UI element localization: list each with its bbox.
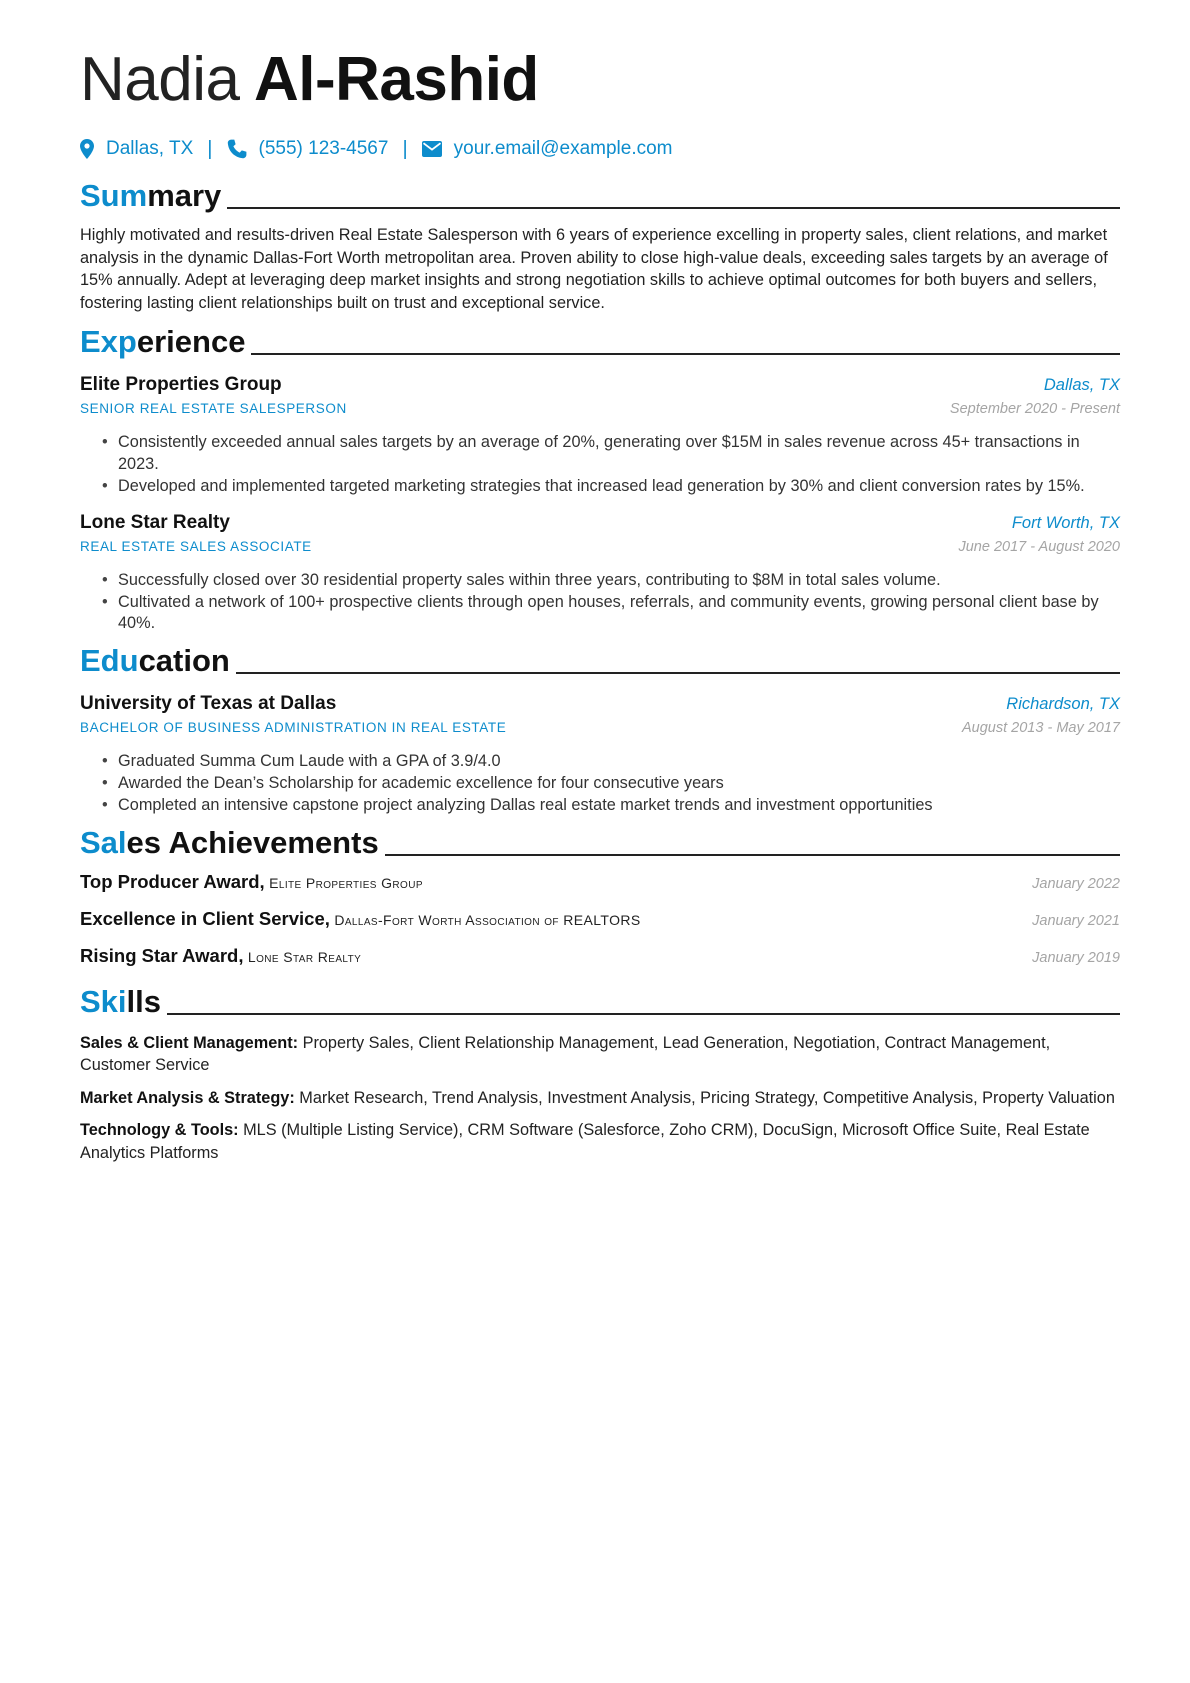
bullet-item: • Cultivated a network of 100+ prospective clients through open houses, referrals, and community events, growing personal client base by 40%. (118, 592, 1120, 636)
job-title: REAL ESTATE SALES ASSOCIATE (80, 538, 312, 554)
skill-text: Market Research, Trend Analysis, Investment Analysis, Pricing Strategy, Competitive Analysis, Property Valuation (299, 1088, 1115, 1107)
section-rule (227, 207, 1120, 209)
email-text: your.email@example.com (453, 138, 673, 159)
school-location: Richardson, TX (1006, 695, 1120, 714)
section-rule (236, 672, 1120, 674)
skill-label: Market Analysis & Strategy: (80, 1088, 295, 1107)
contact-line (80, 134, 1120, 164)
location-text: Dallas, TX (106, 138, 194, 159)
map-pin-icon (80, 139, 94, 159)
achievement-name: Rising Star Award (80, 944, 239, 966)
title-accent: Sum (80, 178, 148, 213)
phone-icon (227, 139, 247, 159)
achievement-org: Dallas-Fort Worth Association of REALTORS (334, 911, 641, 928)
skill-group (80, 1087, 1120, 1110)
education-entry (80, 691, 1120, 816)
section-title-experience (80, 322, 1120, 362)
achievement-item: Top Producer Award, Elite Properties Group January 2022 (80, 870, 1120, 892)
company-name: Elite Properties Group (80, 374, 282, 396)
bullet-item: • Graduated Summa Cum Laude with a GPA of 3.9/4.0 (118, 751, 1120, 773)
title-accent: Ski (80, 983, 127, 1019)
title-accent: Edu (80, 643, 139, 679)
contact-location (80, 138, 193, 160)
contact-phone[interactable] (227, 138, 389, 160)
summary-text: Highly motivated and results-driven Real Estate Salesperson with 6 years of experience excelling in property sales, client relations, and market analysis in the dynamic Dallas-Fort Worth metropolitan area. Proven ability to close high-value deals, exceeding sales targets by an average of 15% annually. Adept at leveraging deep market insights and strong negotiation skills to achieve optimal outcomes for both buyers and sellers, fostering lasting client relationships built on trust and exceptional service. (80, 226, 1108, 312)
section-title-summary (80, 176, 1120, 216)
skill-label: Technology & Tools: (80, 1121, 239, 1140)
skill-group (80, 1119, 1120, 1164)
contact-separator: | (207, 137, 213, 160)
job-dates: June 2017 - August 2020 (958, 538, 1120, 555)
experience-section (80, 322, 1120, 635)
last-name: Al-Rashid (253, 45, 539, 114)
education-section (80, 641, 1120, 816)
skill-text: MLS (Multiple Listing Service), CRM Software (Salesforce, Zoho CRM), DocuSign, Microsoft Office Suite, Real Estate Analytics Platforms (80, 1121, 1090, 1162)
achievements-section (80, 823, 1120, 982)
achievement-date: January 2019 (1032, 949, 1120, 966)
achievement-org: Lone Star Realty (247, 948, 362, 965)
job-location: Dallas, TX (1043, 376, 1120, 395)
job-title: SENIOR REAL ESTATE SALESPERSON (80, 401, 347, 417)
first-name: Nadia (80, 45, 240, 114)
section-rule (251, 353, 1120, 355)
bullet-item: • Developed and implemented targeted marketing strategies that increased lead generation by 30% and client conversion rates by 15%. (118, 476, 1120, 498)
achievement-name: Excellence in Client Service (80, 907, 325, 929)
title-rest: es Achievements (126, 824, 379, 860)
section-title-education (80, 641, 1120, 681)
title-rest: mary (147, 178, 222, 213)
section-rule (385, 854, 1120, 856)
education-bullets (80, 751, 1120, 816)
degree-title: BACHELOR OF BUSINESS ADMINISTRATION IN REAL ESTATE (80, 720, 507, 736)
achievement-item: Excellence in Client Service, Dallas-Fort Worth Association of REALTORS January 2021 (80, 907, 1120, 929)
achievement-item: Rising Star Award, Lone Star Realty January 2019 (80, 944, 1120, 966)
skill-label: Sales & Client Management: (80, 1033, 299, 1052)
job-location: Fort Worth, TX (1011, 513, 1120, 532)
bullet-item: • Awarded the Dean’s Scholarship for academic excellence for four consecutive years (118, 773, 1120, 795)
section-title-skills (80, 982, 1120, 1022)
achievement-org: Elite Properties Group (269, 874, 423, 891)
resume-page (80, 40, 1120, 1165)
contact-email[interactable] (422, 138, 673, 160)
education-dates: August 2013 - May 2017 (962, 720, 1120, 737)
job-entry (80, 372, 1120, 497)
section-rule (167, 1013, 1120, 1015)
skill-text: Property Sales, Client Relationship Management, Lead Generation, Negotiation, Contract Management, Customer Service (80, 1033, 1051, 1075)
job-dates: September 2020 - Present (949, 401, 1120, 418)
candidate-name (80, 40, 1120, 120)
bullet-item: • Consistently exceeded annual sales targets by an average of 20%, generating over $15M in sales revenue across 45+ transactions in 2023. (118, 432, 1120, 476)
summary-section (80, 176, 1120, 314)
title-rest: erience (136, 324, 246, 360)
envelope-icon (422, 141, 442, 157)
section-title-achievements (80, 823, 1120, 863)
phone-text: (555) 123-4567 (258, 138, 389, 159)
job-bullets (80, 570, 1120, 635)
job-entry (80, 510, 1120, 635)
achievement-date: January 2021 (1032, 912, 1120, 929)
company-name: Lone Star Realty (80, 511, 230, 533)
contact-separator: | (402, 137, 408, 160)
title-rest: lls (126, 983, 161, 1019)
achievement-date: January 2022 (1032, 875, 1120, 892)
achievement-name: Top Producer Award (80, 870, 260, 892)
job-bullets (80, 432, 1120, 497)
title-accent: Sal (80, 824, 127, 860)
bullet-item: • Successfully closed over 30 residential property sales within three years, contributing to $8M in total sales volume. (118, 570, 1120, 592)
skill-group (80, 1032, 1120, 1077)
title-accent: Exp (80, 324, 137, 360)
title-rest: cation (138, 643, 230, 679)
skills-section (80, 982, 1120, 1165)
achievements-list (80, 871, 1120, 982)
bullet-item: • Completed an intensive capstone project analyzing Dallas real estate market trends and investment opportunities (118, 795, 1120, 817)
school-name: University of Texas at Dallas (80, 693, 337, 715)
